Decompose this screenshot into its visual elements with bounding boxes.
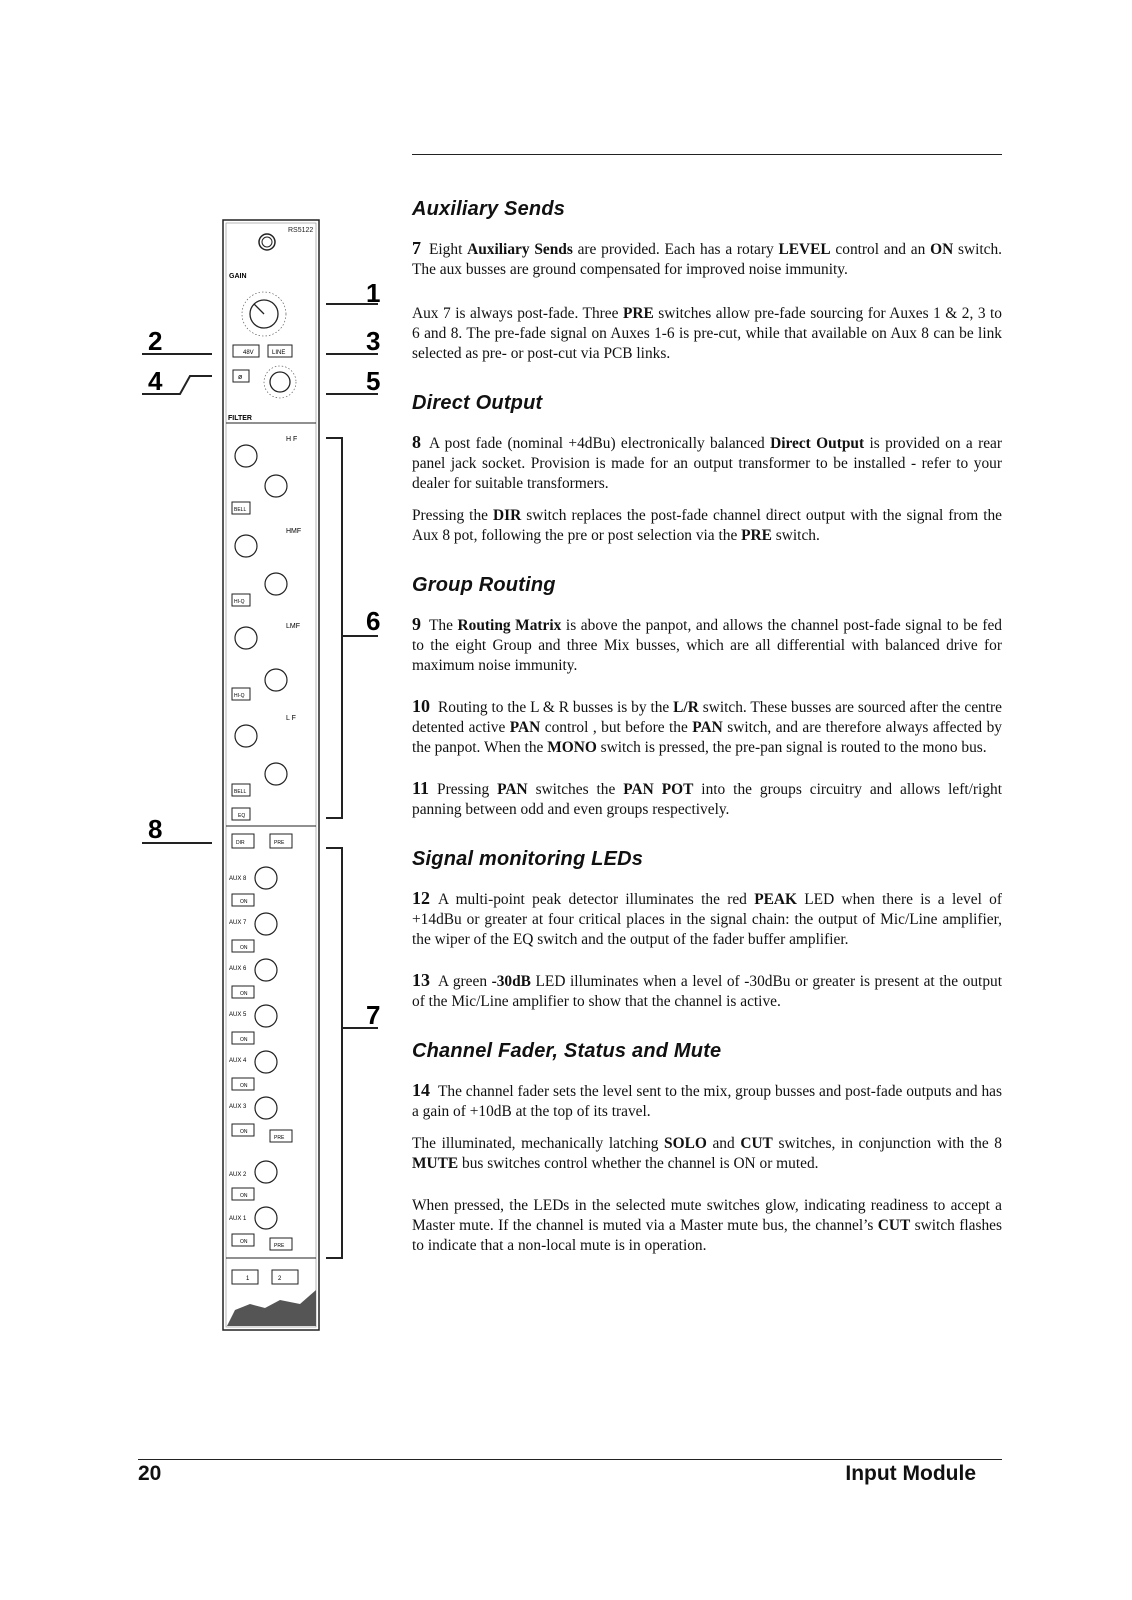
paragraph: 11 Pressing PAN switches the PAN POT into the groups circuitry and allows left/right panning between odd and even groups respectively.: [412, 778, 1002, 818]
svg-text:HI-Q: HI-Q: [234, 599, 245, 605]
svg-text:DIR: DIR: [236, 840, 245, 846]
section-title: Channel Fader, Status and Mute: [412, 1040, 722, 1062]
paragraph: 7 Eight Auxiliary Sends are provided. Each has a rotary LEVEL control and an ON switch. The aux busses are ground compensated for improved noise immunity.: [412, 238, 1002, 278]
callout-6: 6: [366, 606, 381, 636]
aux6-knob[interactable]: [255, 959, 277, 981]
svg-text:PRE: PRE: [274, 1243, 285, 1249]
callout-3: 3: [366, 326, 381, 356]
paragraph: 8 A post fade (nominal +4dBu) electronically balanced Direct Output is provided on a rear panel jack socket. Provision is made for an output transformer to be installed - refer to your dealer for suitable transformers.: [412, 432, 1002, 492]
paragraph: Aux 7 is always post-fade. Three PRE switches allow pre-fade sourcing for Auxes 1 & 2, 3 to 6 and 8. The pre-fade signal on Auxes 1-6 is pre-cut, while that available on Aux 8 can be link selected as pre- or post-cut via PCB links.: [412, 305, 1002, 362]
aux6-label: AUX 6: [229, 966, 247, 972]
aux5-knob[interactable]: [255, 1005, 277, 1027]
svg-text:ON: ON: [240, 1037, 248, 1043]
filter-label: FILTER: [228, 415, 252, 422]
paragraph: 12 A multi-point peak detector illuminates the red PEAK LED when there is a level of +14dBu or greater at four critical places in the signal chain: the output of Mic/Line amplifier, the wiper of the EQ switch and the output of the fader buffer amplifier.: [412, 888, 1002, 948]
svg-text:BELL: BELL: [234, 507, 247, 513]
section-title: Direct Output: [412, 392, 543, 414]
aux1-label: AUX 1: [229, 1216, 247, 1222]
callout-7: 7: [366, 1000, 381, 1030]
callout-5: 5: [366, 366, 381, 396]
footer-title: Input Module: [845, 1462, 976, 1485]
paragraph: The illuminated, mechanically latching SOLO and CUT switches, in conjunction with the 8 MUTE bus switches control whether the channel is ON or muted.: [412, 1135, 1002, 1172]
section-direct-output: [412, 392, 1002, 546]
section-signal-leds: [412, 848, 1002, 1012]
svg-text:1: 1: [246, 1276, 250, 1282]
paragraph: 13 A green -30dB LED illuminates when a level of -30dBu or greater is present at the output of the Mic/Line amplifier to show that the channel is active.: [412, 970, 1002, 1010]
section-title: Auxiliary Sends: [412, 198, 566, 220]
footer-rule: [138, 1459, 1002, 1460]
page-number: 20: [138, 1462, 162, 1485]
aux4-label: AUX 4: [229, 1058, 247, 1064]
svg-text:48V: 48V: [243, 350, 254, 356]
gain-label: GAIN: [229, 273, 247, 280]
svg-text:PRE: PRE: [274, 1135, 285, 1141]
svg-text:ON: ON: [240, 1083, 248, 1089]
paragraph: Pressing the DIR switch replaces the post-fade channel direct output with the signal from the Aux 8 pot, following the pre or post selection via the PRE switch.: [412, 507, 1002, 544]
channel-strip-diagram: [140, 218, 390, 1350]
lf-gain-knob[interactable]: [235, 725, 257, 747]
section-auxiliary-sends: [412, 198, 1002, 364]
svg-text:ON: ON: [240, 945, 248, 951]
callout-8: 8: [148, 814, 163, 844]
svg-text:LINE: LINE: [272, 350, 286, 356]
svg-text:HI-Q: HI-Q: [234, 693, 245, 699]
module-model: RS5122: [288, 227, 314, 234]
paragraph: 14 The channel fader sets the level sent to the mix, group busses and post-fade outputs and has a gain of +10dB at the top of its travel.: [412, 1080, 1002, 1120]
aux7-knob[interactable]: [255, 913, 277, 935]
callout-1: 1: [366, 278, 381, 308]
callout-2: 2: [148, 326, 163, 356]
paragraph: 9 The Routing Matrix is above the panpot, and allows the channel post-fade signal to be fed to the eight Group and three Mix busses, which are all differential with balanced drive for maximum noise immunity.: [412, 614, 1002, 674]
svg-text:ON: ON: [240, 1129, 248, 1135]
paragraph: 10 Routing to the L & R busses is by the L/R switch. These busses are sourced after the centre detented active PAN control , but before the PAN switch, and are therefore always affected by the panpot. When the MONO switch is pressed, the pre-pan signal is routed to the mono bus.: [412, 696, 1002, 756]
svg-text:BELL: BELL: [234, 789, 247, 795]
hf-freq-knob[interactable]: [265, 475, 287, 497]
top-rule: [412, 154, 1002, 155]
svg-text:2: 2: [278, 1276, 282, 1282]
hmf-freq-knob[interactable]: [265, 573, 287, 595]
section-channel-fader: [412, 1040, 1002, 1256]
callout-4: 4: [148, 366, 163, 396]
hf-gain-knob[interactable]: [235, 445, 257, 467]
section-title: Group Routing: [412, 574, 556, 596]
aux1-knob[interactable]: [255, 1207, 277, 1229]
bus-1-button[interactable]: [232, 1270, 258, 1284]
aux4-knob[interactable]: [255, 1051, 277, 1073]
content-column: [412, 198, 1002, 1268]
section-group-routing: [412, 574, 1002, 820]
bus-2-button[interactable]: [272, 1270, 298, 1284]
aux3-knob[interactable]: [255, 1097, 277, 1119]
svg-text:ON: ON: [240, 1193, 248, 1199]
hmf-gain-knob[interactable]: [235, 535, 257, 557]
svg-text:PRE: PRE: [274, 840, 285, 846]
aux2-knob[interactable]: [255, 1161, 277, 1183]
paragraph: When pressed, the LEDs in the selected mute switches glow, indicating readiness to accept a Master mute. If the channel is muted via a Master mute bus, the channel’s CUT switch flashes to indicate that a non-local mute is in operation.: [412, 1197, 1002, 1254]
aux2-label: AUX 2: [229, 1172, 247, 1178]
svg-text:ø: ø: [238, 374, 243, 381]
svg-text:EQ: EQ: [238, 813, 246, 819]
lf-freq-knob[interactable]: [265, 763, 287, 785]
aux5-label: AUX 5: [229, 1012, 247, 1018]
aux7-label: AUX 7: [229, 920, 247, 926]
lmf-gain-knob[interactable]: [235, 627, 257, 649]
hf-label: H F: [286, 436, 298, 443]
lf-label: L F: [286, 715, 296, 722]
lmf-label: LMF: [286, 623, 300, 630]
svg-text:ON: ON: [240, 1239, 248, 1245]
aux3-label: AUX 3: [229, 1104, 247, 1110]
aux8-label: AUX 8: [229, 876, 247, 882]
hmf-label: HMF: [286, 528, 302, 535]
lmf-freq-knob[interactable]: [265, 669, 287, 691]
section-title: Signal monitoring LEDs: [412, 848, 644, 870]
svg-text:ON: ON: [240, 991, 248, 997]
aux8-knob[interactable]: [255, 867, 277, 889]
svg-text:ON: ON: [240, 899, 248, 905]
